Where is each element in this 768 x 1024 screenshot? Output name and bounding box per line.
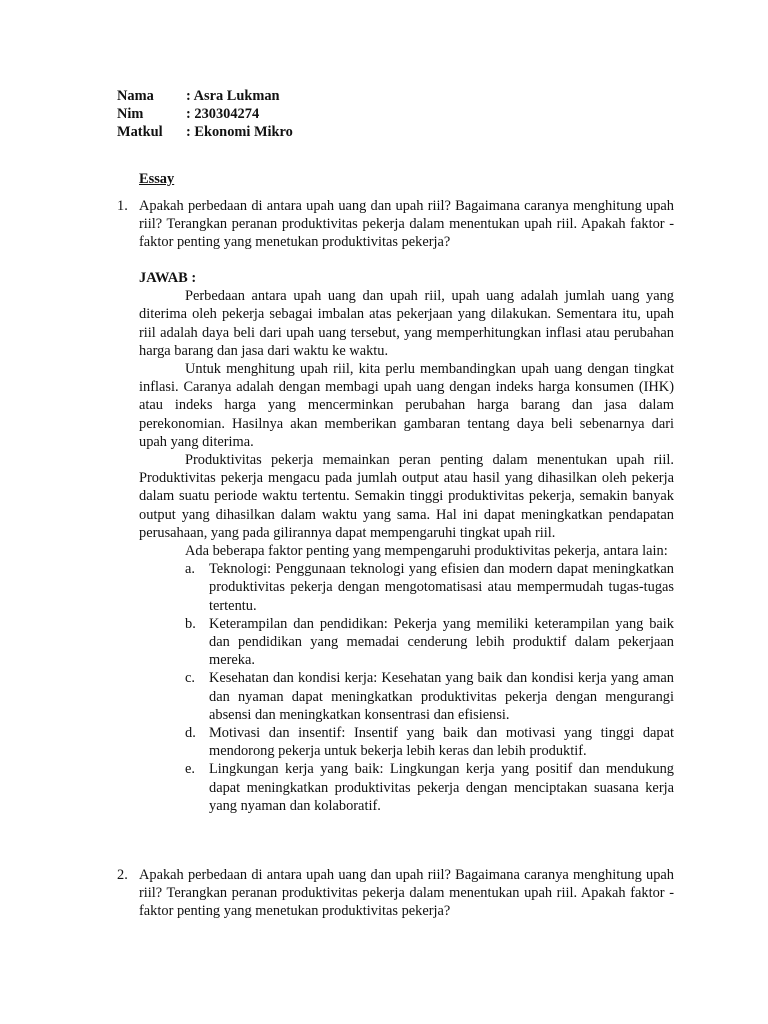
question-1 <box>117 197 674 252</box>
question-text: Apakah perbedaan di antara upah uang dan upah riil? Bagaimana caranya menghitung upah riil? Terangkan peranan produktivitas pekerja dalam menentukan upah riil. Apakah faktor - faktor penting yang menetukan produktivitas pekerja? <box>139 867 674 920</box>
matkul-label: Matkul <box>117 124 163 141</box>
factor-letter: a. <box>185 561 195 578</box>
factor-letter: d. <box>185 725 196 742</box>
factor-letter: b. <box>185 615 196 632</box>
essay-title: Essay <box>139 171 175 187</box>
nama-value: : Asra Lukman <box>186 88 280 104</box>
answer-paragraph-1: Perbedaan antara upah uang dan upah riil, upah uang adalah jumlah uang yang diterima oleh pekerja sebagai imbalan atas pekerjaan yang dilakukan. Sementara itu, upah riil adalah daya beli dari upah uang tersebut, yang memperhitungkan inflasi atau perubahan harga barang dan jasa dari waktu ke waktu. <box>139 288 674 359</box>
nim-value: : 230304274 <box>186 106 260 123</box>
answer-paragraph-2: Untuk menghitung upah riil, kita perlu membandingkan upah uang dengan tingkat inflasi. Caranya adalah dengan membagi upah uang dengan indeks harga konsumen (IHK) atau indeks harga yang mencerminkan perubahan harga barang dan jasa dalam perekonomian. Hasilnya akan memberikan gambaran tentang daya beli sebenarnya dari upah yang diterima. <box>139 361 674 450</box>
question-2 <box>117 866 674 921</box>
answer-heading: JAWAB : <box>139 270 197 286</box>
question-number: 1. <box>117 198 128 214</box>
factor-text: Keterampilan dan pendidikan: Pekerja yang memiliki keterampilan yang baik dan pendidikan yang memadai cenderung lebih produktif dalam pekerjaan mereka. <box>209 615 674 669</box>
nama-label: Nama <box>117 88 154 104</box>
answer-paragraph-3: Produktivitas pekerja memainkan peran penting dalam menentukan upah riil. Produktivitas pekerja mengacu pada jumlah output atau hasil yang dihasilkan oleh pekerja dalam suatu periode waktu tertentu. Semakin tinggi produktivitas pekerja, semakin banyak output yang dihasilkan dalam waktu yang sama. Hal ini dapat meningkatkan pendapatan perusahaan, yang pada gilirannya dapat mempengaruhi tingkat upah riil. <box>139 452 674 541</box>
question-text: Apakah perbedaan di antara upah uang dan upah riil? Bagaimana caranya menghitung upah riil? Terangkan peranan produktivitas pekerja dalam menentukan upah riil. Apakah faktor - faktor penting yang menetukan produktivitas pekerja? <box>139 198 674 251</box>
answer-section <box>139 269 674 815</box>
matkul-value: : Ekonomi Mikro <box>186 124 293 141</box>
answer-paragraph-4: Ada beberapa faktor penting yang mempengaruhi produktivitas pekerja, antara lain: <box>185 543 668 560</box>
factor-text: Motivasi dan insentif: Insentif yang baik dan motivasi yang tinggi dapat mendorong pekerja untuk bekerja lebih keras dan lebih produktif. <box>209 725 674 760</box>
factor-text: Kesehatan dan kondisi kerja: Kesehatan yang baik dan kondisi kerja yang aman dan nyaman dapat meningkatkan produktivitas pekerja dengan mengurangi absensi dan meningkatkan konsentrasi dan efisiensi. <box>209 670 674 723</box>
factor-list <box>139 560 674 815</box>
factor-item-e <box>139 760 674 815</box>
factor-letter: c. <box>185 670 195 687</box>
factor-text: Teknologi: Penggunaan teknologi yang efisien dan modern dapat meningkatkan produktivitas pekerja dengan mengotomatisasi atau mempermudah tugas-tugas tertentu. <box>209 561 674 614</box>
nim-row <box>117 105 293 123</box>
factor-letter: e. <box>185 761 195 778</box>
factor-item-c <box>139 669 674 724</box>
student-info-header <box>117 87 293 142</box>
factor-item-a <box>139 560 674 615</box>
question-number: 2. <box>117 867 128 883</box>
factor-text: Lingkungan kerja yang baik: Lingkungan kerja yang positif dan mendukung dapat meningkatkan produktivitas pekerja dengan menciptakan suasana kerja yang nyaman dan kolaboratif. <box>209 761 674 814</box>
nim-label: Nim <box>117 106 144 123</box>
nama-row <box>117 87 293 105</box>
factor-item-d <box>139 724 674 760</box>
factor-item-b <box>139 615 674 670</box>
matkul-row <box>117 123 293 141</box>
